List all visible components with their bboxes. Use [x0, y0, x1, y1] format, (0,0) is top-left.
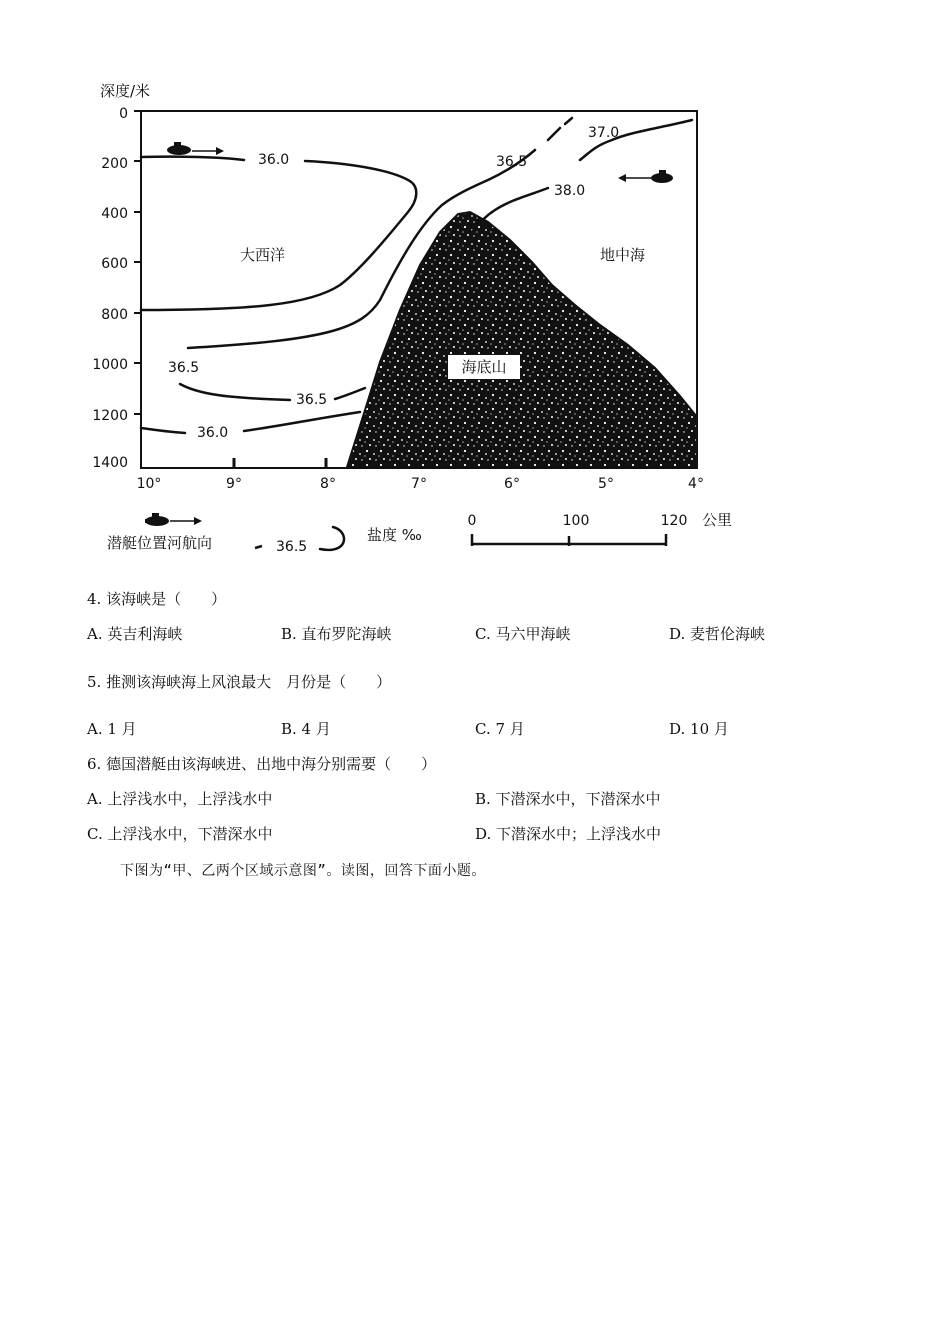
y-axis-title: 深度/米: [100, 82, 151, 100]
answer-option[interactable]: C. 上浮浅水中，下潜深水中: [87, 825, 273, 843]
legend-isoline-value: 36.5: [276, 539, 308, 555]
answer-option[interactable]: A. 英吉利海峡: [87, 625, 183, 643]
legend-submarine-label: 潜艇位置河航向: [107, 534, 213, 552]
isoline-label: 36.5: [168, 360, 200, 376]
section-intro: 下图为“甲、乙两个区域示意图”。读图，回答下面小题。: [120, 863, 486, 879]
arrow-right-icon: [192, 147, 224, 155]
submarine-icon: [145, 513, 169, 526]
y-tick-label: 800: [101, 307, 128, 323]
answer-option[interactable]: B. 直布罗陀海峡: [281, 625, 392, 643]
answer-option[interactable]: A. 1 月: [87, 720, 137, 738]
question-stem: 4. 该海峡是（ ）: [87, 590, 227, 608]
x-tick-label: 7°: [411, 476, 427, 492]
region-mediterranean: 地中海: [600, 246, 646, 264]
answer-option[interactable]: D. 10 月: [669, 720, 729, 738]
y-tick-label: 1000: [92, 357, 128, 373]
question-stem: 5. 推测该海峡海上风浪最大 月份是（ ）: [87, 673, 392, 691]
y-tick-label: 200: [101, 156, 128, 172]
y-tick-label: 600: [101, 256, 128, 272]
y-axis: [92, 106, 141, 471]
y-tick-label: 400: [101, 206, 128, 222]
answer-option[interactable]: C. 马六甲海峡: [475, 625, 571, 643]
scale-unit: 公里: [702, 511, 733, 529]
arrow-left-icon: [618, 174, 652, 182]
answer-option[interactable]: B. 下潜深水中，下潜深水中: [475, 790, 661, 808]
x-tick-label: 5°: [598, 476, 614, 492]
x-tick-label: 6°: [504, 476, 520, 492]
isoline-label: 36.0: [197, 425, 229, 441]
y-tick-label: 1400: [92, 455, 128, 471]
isoline-label: 36.0: [258, 152, 290, 168]
isoline-label: 37.0: [588, 125, 620, 141]
legend-salinity-label: 盐度 ‰: [367, 526, 422, 544]
scale-tick-label: 120: [660, 513, 688, 529]
region-atlantic: 大西洋: [240, 246, 286, 264]
scale-tick-label: 0: [467, 513, 477, 529]
x-tick-label: 4°: [688, 476, 704, 492]
strait-salinity-figure: [0, 0, 950, 560]
x-tick-label: 8°: [320, 476, 336, 492]
question-stem: 6. 德国潜艇由该海峡进、出地中海分别需要（ ）: [87, 755, 437, 773]
arrow-right-icon: [170, 517, 202, 525]
legend: [107, 511, 732, 555]
answer-option[interactable]: A. 上浮浅水中，上浮浅水中: [87, 790, 273, 808]
x-tick-label: 9°: [226, 476, 242, 492]
legend-isoline-sample: [320, 527, 344, 550]
isoline-label: 36.5: [496, 154, 528, 170]
seamount-label: 海底山: [461, 358, 507, 376]
y-tick-label: 1200: [92, 408, 128, 424]
scale-tick-label: 100: [562, 513, 590, 529]
x-tick-label: 10°: [136, 476, 162, 492]
answer-option[interactable]: C. 7 月: [475, 720, 525, 738]
isoline-label: 38.0: [554, 183, 586, 199]
answer-option[interactable]: B. 4 月: [281, 720, 331, 738]
submarine-icon: [167, 142, 191, 155]
answer-option[interactable]: D. 下潜深水中；上浮浅水中: [475, 825, 662, 843]
scale-bar: [468, 511, 732, 546]
isoline-label: 36.5: [296, 392, 328, 408]
answer-option[interactable]: D. 麦哲伦海峡: [669, 625, 766, 643]
y-tick-label: 0: [119, 106, 128, 122]
submarine-icon: [651, 170, 673, 183]
